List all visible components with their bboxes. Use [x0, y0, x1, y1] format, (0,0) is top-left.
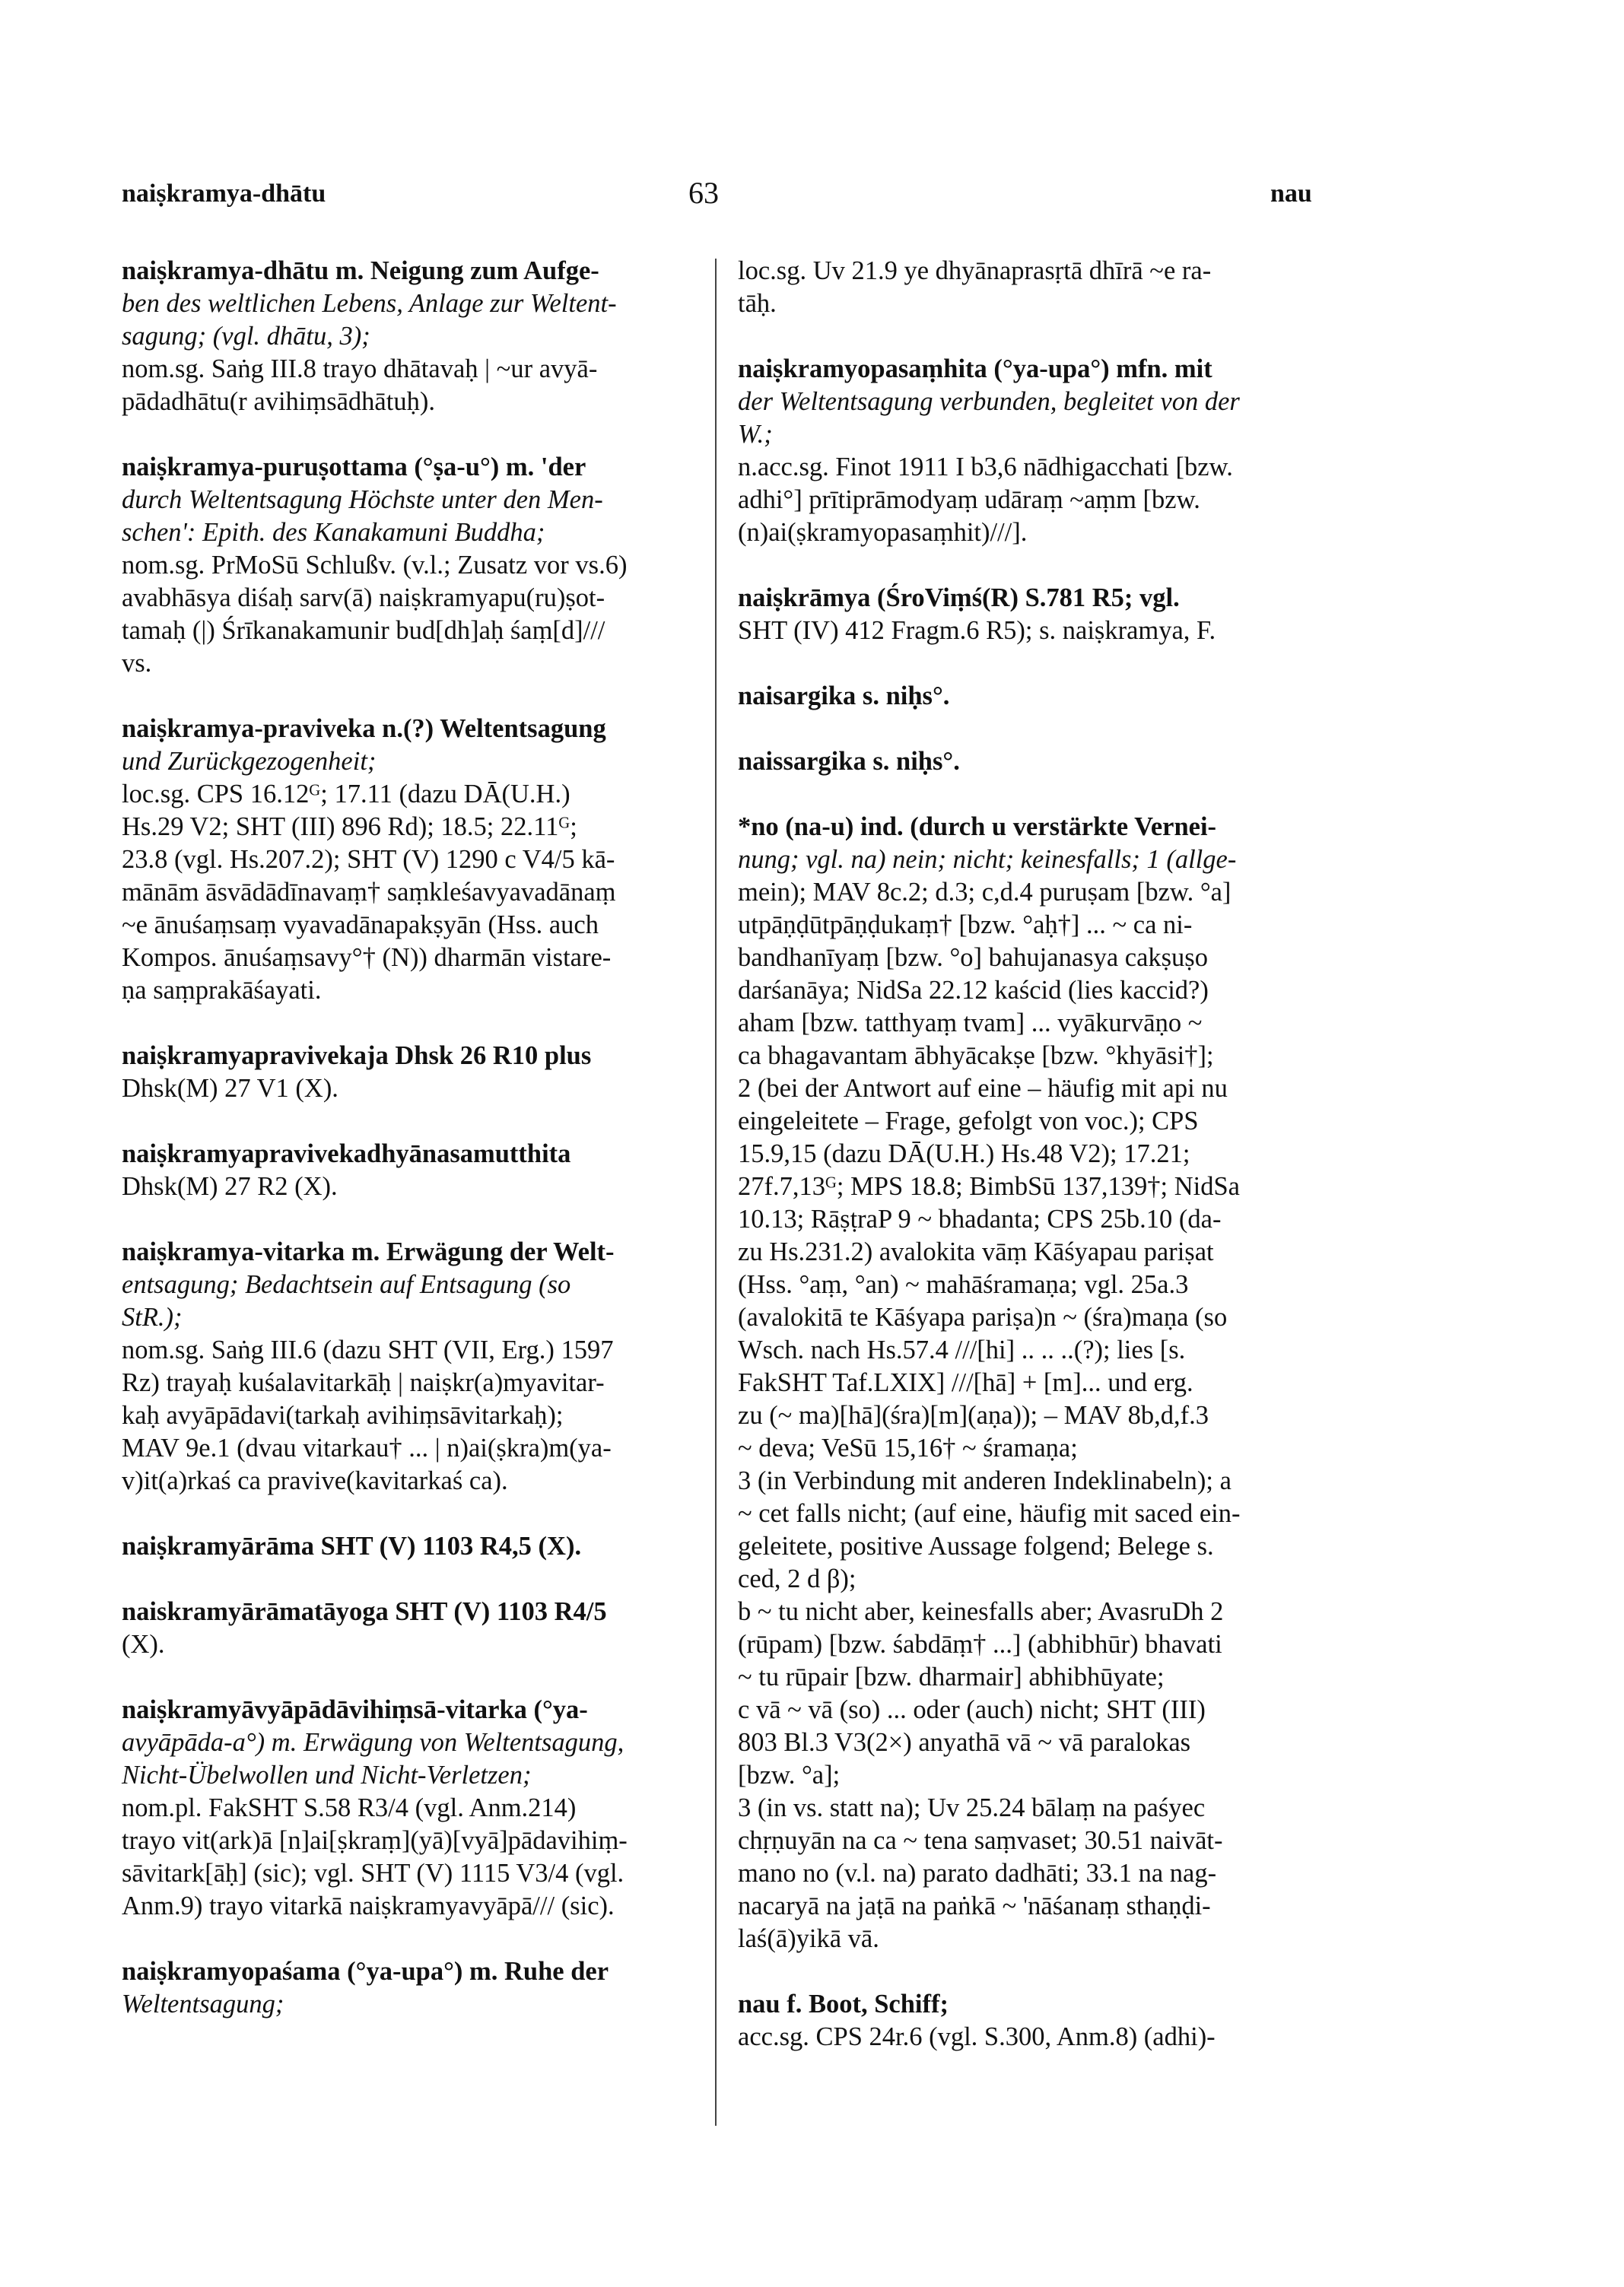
entry-line: 803 Bl.3 V3(2×) anyathā vā ~ vā paralokas [738, 1728, 1191, 1757]
entry-line: tamaḥ (|) Śrīkanakamunir bud[dh]aḥ śaṃ[d]/// [122, 616, 605, 645]
entry-line: ~e ānuśaṃsaṃ vyavadānapakṣyān (Hss. auch [122, 910, 599, 939]
entry-line: zu Hs.231.2) avalokita vāṃ Kāśyapau pariṣat [738, 1237, 1214, 1266]
entry-line: nom.sg. Saṅg III.6 (dazu SHT (VII, Erg.) 1597 [122, 1336, 614, 1364]
dictionary-entry [738, 811, 1354, 1955]
entry-line: Dhsk(M) 27 V1 (X). [122, 1074, 338, 1103]
entry-line: eingeleitete – Frage, gefolgt von voc.); CPS [738, 1107, 1199, 1136]
entry-headword-line: naiṣkramya-puruṣottama (°ṣa-u°) m. 'der [122, 453, 586, 481]
entry-line: n.acc.sg. Finot 1911 I b3,6 nādhigacchati [bzw. [738, 453, 1233, 481]
entry-line: StR.); [122, 1303, 183, 1332]
entry-headword-line: naiṣkramya-praviveka n.(?) Weltentsagung [122, 714, 606, 743]
entry-line: avabhāsya diśaḥ sarv(ā) naiṣkramyapu(ru)ṣot- [122, 583, 605, 612]
entry-headword-line: naiskramyārāmatāyoga SHT (V) 1103 R4/5 [122, 1597, 607, 1626]
entry-line: (Hss. °aṃ, °an) ~ mahāśramaṇa; vgl. 25a.3 [738, 1270, 1189, 1299]
entry-line: v)it(a)rkaś ca pravive(kavitarkaś ca). [122, 1466, 508, 1495]
entry-line: c vā ~ vā (so) ... oder (auch) nicht; SHT (III) [738, 1695, 1206, 1724]
dictionary-entry [738, 582, 1354, 647]
entry-line: Nicht-Übelwollen und Nicht-Verletzen; [122, 1761, 532, 1790]
entry-line: acc.sg. CPS 24r.6 (vgl. S.300, Anm.8) (adhi)- [738, 2022, 1216, 2051]
entry-headword-line: naissargika s. niḥs°. [738, 747, 960, 776]
entry-headword-line: nau f. Boot, Schiff; [738, 1990, 949, 2019]
entry-line: ~ cet falls nicht; (auf eine, häufig mit saced ein- [738, 1499, 1241, 1528]
entry-line: entsagung; Bedachtsein auf Entsagung (so [122, 1270, 571, 1299]
entry-headword-line: naiṣkramyāvyāpādāvihiṃsā-vitarka (°ya- [122, 1695, 588, 1724]
entry-line: nung; vgl. na) nein; nicht; keinesfalls; 1 (allge- [738, 845, 1237, 874]
entry-line: Weltentsagung; [122, 1990, 284, 2019]
entry-line: loc.sg. CPS 16.12ᴳ; 17.11 (dazu DĀ(U.H.) [122, 780, 570, 808]
dictionary-entry [122, 713, 738, 1007]
dictionary-entry [738, 353, 1354, 549]
entry-line: darśanāya; NidSa 22.12 kaścid (lies kaccid?) [738, 976, 1209, 1005]
dictionary-entry [122, 451, 738, 680]
dictionary-entry [122, 1694, 738, 1923]
entry-line: laś(ā)yikā vā. [738, 1924, 879, 1953]
entry-line: ben des weltlichen Lebens, Anlage zur Weltent- [122, 289, 617, 318]
entry-line: kaḥ avyāpādavi(tarkaḥ avihiṃsāvitarkaḥ); [122, 1401, 564, 1430]
entry-line: (avalokitā te Kāśyapa pariṣa)n ~ (śra)maṇa (so [738, 1303, 1228, 1332]
dictionary-entry [738, 680, 1354, 713]
entry-line: 3 (in vs. statt na); Uv 25.24 bālaṃ na paśyec [738, 1793, 1206, 1822]
entry-line: (X). [122, 1630, 165, 1659]
entry-line: trayo vit(ark)ā [n]ai[ṣkraṃ](yā)[vyā]pādavihiṃ- [122, 1826, 628, 1855]
dictionary-entry [122, 1040, 738, 1105]
entry-line: ~ tu rūpair [bzw. dharmair] abhibhūyate; [738, 1663, 1165, 1691]
right-column [738, 255, 1354, 2086]
entry-line: Dhsk(M) 27 R2 (X). [122, 1172, 338, 1201]
entry-line: nacaryā na jaṭā na paṅkā ~ 'nāśanaṃ sthaṇḍi- [738, 1892, 1211, 1920]
entry-line: loc.sg. Uv 21.9 ye dhyānaprasṛtā dhīrā ~e ra- [738, 256, 1212, 285]
entry-line: sagung; (vgl. dhātu, 3); [122, 322, 370, 351]
running-head-right: nau [1270, 179, 1312, 208]
entry-line: utpāṇḍūtpāṇḍukaṃ† [bzw. °aḥ†] ... ~ ca ni- [738, 910, 1193, 939]
dictionary-entry [122, 1596, 738, 1661]
dictionary-entry [122, 1236, 738, 1498]
entry-headword-line: naiṣkramyopaśama (°ya-upa°) m. Ruhe der [122, 1957, 609, 1986]
entry-line: 15.9,15 (dazu DĀ(U.H.) Hs.48 V2); 17.21; [738, 1139, 1190, 1168]
entry-headword-line: naiṣkramya-dhātu m. Neigung zum Aufge- [122, 256, 599, 285]
left-column [122, 255, 738, 2054]
entry-line: nom.sg. Saṅg III.8 trayo dhātavaḥ | ~ur avyā- [122, 354, 598, 383]
dictionary-entry [738, 1988, 1354, 2054]
entry-line: nom.sg. PrMoSū Schlußv. (v.l.; Zusatz vor vs.6) [122, 551, 628, 580]
entry-line: (rūpam) [bzw. śabdāṃ† ...] (abhibhūr) bhavati [738, 1630, 1222, 1659]
entry-line: W.; [738, 420, 773, 449]
entry-headword-line: naiṣkramyopasaṃhita (°ya-upa°) mfn. mit [738, 354, 1212, 383]
dictionary-entry [122, 1138, 738, 1203]
dictionary-entry [738, 745, 1354, 778]
entry-line: Kompos. ānuśaṃsavy°† (N)) dharmān vistare- [122, 943, 612, 972]
entry-line: mānām āsvādādīnavaṃ† saṃkleśavyavadānaṃ [122, 878, 616, 907]
entry-headword-line: naiṣkrāmya (ŚroViṃś(R) S.781 R5; vgl. [738, 583, 1180, 612]
entry-line: MAV 9e.1 (dvau vitarkau† ... | n)ai(ṣkra)m(ya- [122, 1434, 612, 1463]
dictionary-entry [122, 255, 738, 418]
entry-line: adhi°] prītiprāmodyaṃ udāraṃ ~aṃm [bzw. [738, 485, 1200, 514]
entry-headword-line: naiṣkramyapravivekadhyānasamutthita [122, 1139, 571, 1168]
entry-line: ~ deva; VeSū 15,16† ~ śramaṇa; [738, 1434, 1078, 1463]
entry-line: (n)ai(ṣkramyopasaṃhit)///]. [738, 518, 1028, 547]
entry-line: tāḥ. [738, 289, 777, 318]
entry-line: [bzw. °a]; [738, 1761, 841, 1790]
entry-line: 23.8 (vgl. Hs.207.2); SHT (V) 1290 c V4/5 kā- [122, 845, 615, 874]
entry-line: durch Weltentsagung Höchste unter den Men- [122, 485, 603, 514]
entry-headword-line: naiṣkramya-vitarka m. Erwägung der Welt- [122, 1237, 615, 1266]
dictionary-entry [122, 1530, 738, 1563]
entry-line: SHT (IV) 412 Fragm.6 R5); s. naiṣkramya, F. [738, 616, 1216, 645]
entry-line: bandhanīyaṃ [bzw. °o] bahujanasya cakṣuṣo [738, 943, 1208, 972]
entry-line: nom.pl. FakSHT S.58 R3/4 (vgl. Anm.214) [122, 1793, 577, 1822]
running-head-left: naiṣkramya-dhātu [122, 179, 326, 208]
entry-line: zu (~ ma)[hā](śra)[m](aṇa)); – MAV 8b,d,f.3 [738, 1401, 1209, 1430]
entry-line: 27f.7,13ᴳ; MPS 18.8; BimbSū 137,139†; NidSa [738, 1172, 1240, 1201]
entry-line: Wsch. nach Hs.57.4 ///[hi] .. .. ..(?); lies [s. [738, 1336, 1186, 1364]
entry-line: schen': Epith. des Kanakamuni Buddha; [122, 518, 545, 547]
dictionary-entry [122, 1955, 738, 2021]
entry-line: FakSHT Taf.LXIX] ///[hā] + [m]... und erg. [738, 1368, 1193, 1397]
entry-line: 10.13; RāṣṭraP 9 ~ bhadanta; CPS 25b.10 (da- [738, 1205, 1222, 1234]
entry-line: b ~ tu nicht aber, keinesfalls aber; AvasruDh 2 [738, 1597, 1224, 1626]
entry-line: mein); MAV 8c.2; d.3; c,d.4 puruṣam [bzw. °a] [738, 878, 1232, 907]
entry-headword-line: naiṣkramyārāma SHT (V) 1103 R4,5 (X). [122, 1532, 582, 1561]
entry-headword-line: naisargika s. niḥs°. [738, 681, 950, 710]
entry-line: 2 (bei der Antwort auf eine – häufig mit api nu [738, 1074, 1228, 1103]
entry-line: und Zurückgezogenheit; [122, 747, 377, 776]
entry-line: Rz) trayaḥ kuśalavitarkāḥ | naiṣkr(a)myavitar- [122, 1368, 605, 1397]
entry-line: Anm.9) trayo vitarkā naiṣkramyavyāpā/// (sic). [122, 1892, 615, 1920]
entry-line: vs. [122, 649, 152, 678]
entry-line: geleitete, positive Aussage folgend; Belege s. [738, 1532, 1214, 1561]
entry-line: sāvitark[āḥ] (sic); vgl. SHT (V) 1115 V3/4 (vgl. [122, 1859, 624, 1888]
entry-line: mano no (v.l. na) parato dadhāti; 33.1 na nag- [738, 1859, 1217, 1888]
entry-line: chṛṇuyān na ca ~ tena saṃvaset; 30.51 naivāt- [738, 1826, 1223, 1855]
entry-line: avyāpāda-a°) m. Erwägung von Weltentsagung, [122, 1728, 624, 1757]
entry-line: ca bhagavantam ābhyācakṣe [bzw. °khyāsi†]; [738, 1041, 1214, 1070]
entry-headword-line: *no (na-u) ind. (durch u verstärkte Vernei- [738, 812, 1217, 841]
entry-line: der Weltentsagung verbunden, begleitet von der [738, 387, 1240, 416]
entry-line: 3 (in Verbindung mit anderen Indeklinabeln); a [738, 1466, 1232, 1495]
dictionary-entry [738, 255, 1354, 320]
entry-line: ced, 2 d β); [738, 1564, 856, 1593]
page-number: 63 [688, 176, 719, 210]
entry-line: aham [bzw. tatthyaṃ tvam] ... vyākurvāṇo ~ [738, 1009, 1203, 1037]
entry-line: ṇa saṃprakāśayati. [122, 976, 322, 1005]
entry-line: pādadhātu(r avihiṃsādhātuḥ). [122, 387, 435, 416]
entry-headword-line: naiṣkramyapravivekaja Dhsk 26 R10 plus [122, 1041, 592, 1070]
entry-line: Hs.29 V2; SHT (III) 896 Rd); 18.5; 22.11ᴳ; [122, 812, 577, 841]
